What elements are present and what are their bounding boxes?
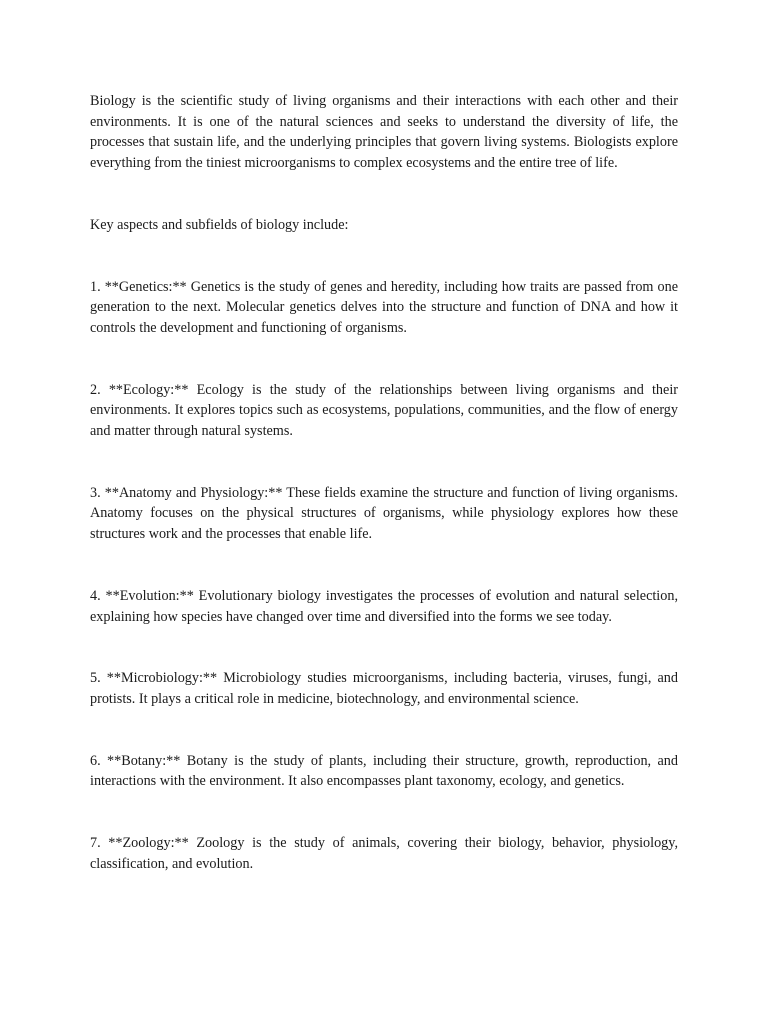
spacer [90,236,678,277]
subheading-paragraph: Key aspects and subfields of biology include: [90,216,349,233]
subfield-item-botany: 6. **Botany:** Botany is the study of plants, including their structure, growth, reproduction, and interactions with the environment. It also encompasses plant taxonomy, ecology, and genetics. [90,752,678,790]
spacer [90,545,678,586]
spacer [90,174,678,215]
intro-paragraph: Biology is the scientific study of living organisms and their interactions with each other and their environments. It is one of the natural sciences and seeks to understand the diversity of life, the processes that sustain life, and the underlying principles that govern living systems. Biologists explore everything from the tiniest microorganisms to complex ecosystems and the entire tree of life. [90,93,678,172]
document-page [90,91,678,874]
spacer [90,339,678,380]
subfield-list [90,277,678,875]
spacer [90,792,678,833]
subfield-item-anatomy-physiology: 3. **Anatomy and Physiology:** These fields examine the structure and function of living organisms. Anatomy focuses on the physical structures of organisms, while physiology explores how these structures work and the processes that enable life. [90,484,678,543]
spacer [90,627,678,668]
spacer [90,442,678,483]
subfield-item-zoology: 7. **Zoology:** Zoology is the study of animals, covering their biology, behavior, physiology, classification, and evolution. [90,835,678,872]
spacer [90,710,678,751]
subfield-item-genetics: 1. **Genetics:** Genetics is the study of genes and heredity, including how traits are passed from one generation to the next. Molecular genetics delves into the structure and function of DNA and how it controls the development and functioning of organisms. [90,278,678,336]
subfield-item-microbiology: 5. **Microbiology:** Microbiology studies microorganisms, including bacteria, viruses, fungi, and protists. It plays a critical role in medicine, biotechnology, and environmental science. [90,670,678,707]
subfield-item-evolution: 4. **Evolution:** Evolutionary biology investigates the processes of evolution and natural selection, explaining how species have changed over time and diversified into the forms we see today. [90,587,678,625]
subfield-item-ecology: 2. **Ecology:** Ecology is the study of the relationships between living organisms and their environments. It explores topics such as ecosystems, populations, communities, and the flow of energy and matter through natural systems. [90,381,678,440]
